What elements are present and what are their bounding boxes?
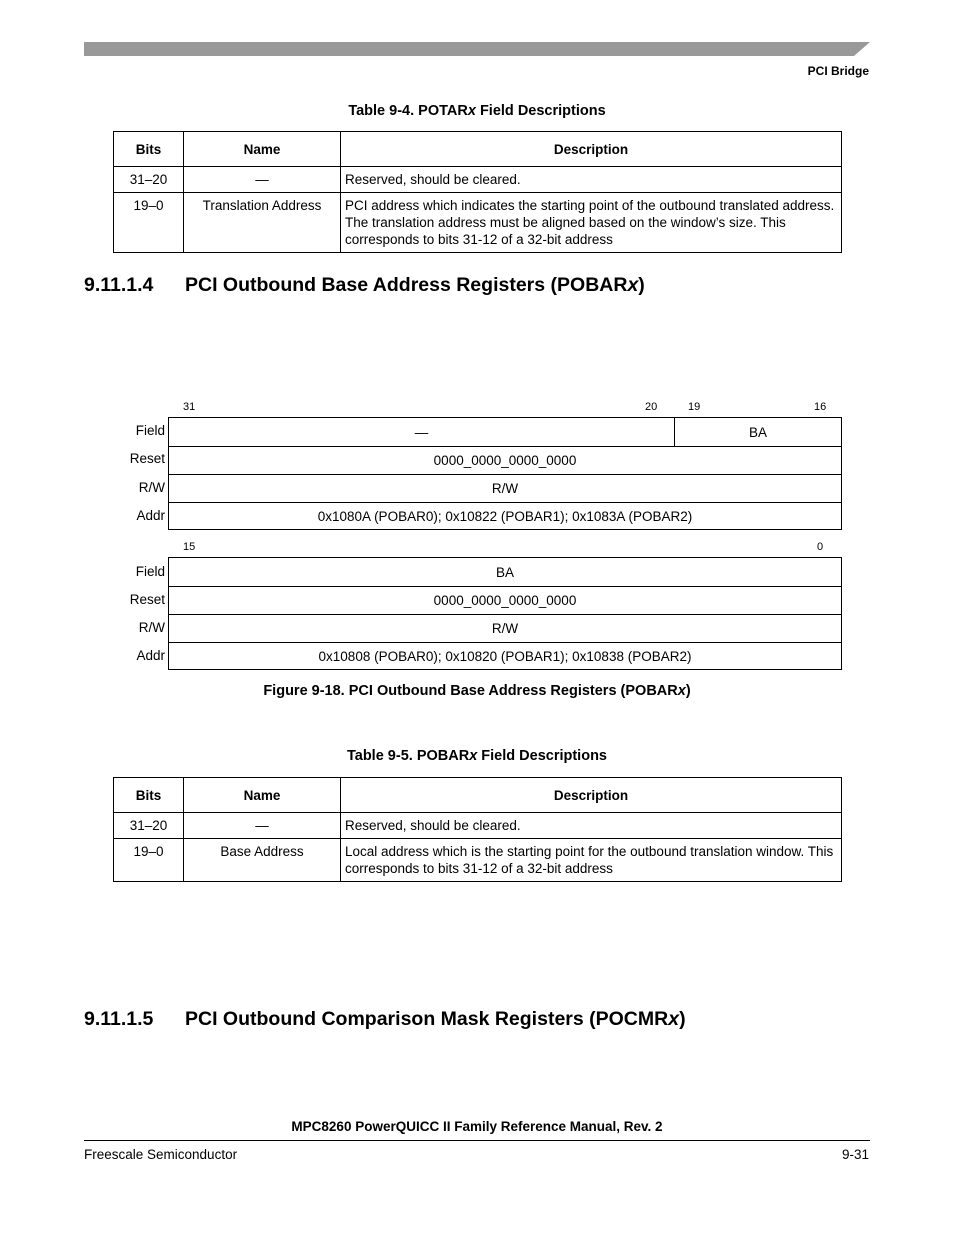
row-label-reset: Reset — [129, 451, 165, 466]
figure-caption: Figure 9-18. PCI Outbound Base Address Registers (POBARx) — [263, 683, 691, 699]
section-number: 9.11.1.5 — [84, 1008, 154, 1030]
row-label-field: Field — [135, 564, 165, 579]
row-label-rw: R/W — [138, 480, 165, 495]
cell-bits: 19–0 — [114, 839, 184, 882]
table-header-row — [114, 132, 842, 167]
company-name: Freescale Semiconductor — [84, 1147, 238, 1162]
header-description: Description — [341, 778, 842, 813]
table-header-row — [114, 778, 842, 813]
field-reserved: — — [169, 418, 675, 446]
cell-description: PCI address which indicates the starting point of the outbound translated address. The translation address must be aligned based on the window’s size. This corresponds to bits 31-12 of a 32-bit address — [341, 193, 842, 253]
reset-value: 0000_0000_0000_0000 — [169, 586, 841, 614]
reset-value: 0000_0000_0000_0000 — [169, 446, 841, 474]
bit-number: 19 — [688, 401, 701, 413]
cell-bits: 31–20 — [114, 813, 184, 839]
register-lower-box — [168, 557, 842, 670]
addr-value: 0x10808 (POBAR0); 0x10820 (POBAR1); 0x10838 (POBAR2) — [169, 642, 841, 670]
row-label-field: Field — [135, 423, 165, 438]
bit-number: 0 — [817, 541, 824, 553]
addr-value: 0x1080A (POBAR0); 0x10822 (POBAR1); 0x1083A (POBAR2) — [169, 502, 841, 530]
bit-number: 16 — [814, 401, 827, 413]
running-title: PCI Bridge — [807, 64, 869, 78]
row-label-addr: Addr — [136, 648, 165, 663]
row-label-reset: Reset — [129, 592, 165, 607]
potar-field-table — [113, 131, 842, 253]
header-name: Name — [184, 778, 341, 813]
page-number: 9-31 — [841, 1147, 869, 1162]
header-bar — [84, 42, 870, 56]
cell-name: Base Address — [184, 839, 341, 882]
section-number: 9.11.1.4 — [84, 274, 154, 296]
cell-name: — — [184, 167, 341, 193]
field-ba: BA — [748, 424, 767, 440]
cell-description: Reserved, should be cleared. — [341, 813, 842, 839]
cell-description: Reserved, should be cleared. — [341, 167, 842, 193]
table-row — [114, 167, 842, 193]
row-label-addr: Addr — [136, 508, 165, 523]
cell-name: Translation Address — [184, 193, 341, 253]
cell-bits: 19–0 — [114, 193, 184, 253]
rw-value: R/W — [169, 474, 841, 502]
table-row — [114, 193, 842, 253]
cell-bits: 31–20 — [114, 167, 184, 193]
register-upper-box — [168, 417, 842, 530]
field-ba: BA — [495, 564, 514, 580]
table-row — [114, 839, 842, 882]
header-bits: Bits — [114, 778, 184, 813]
section-heading-9-11-1-5: 9.11.1.5 PCI Outbound Comparison Mask Registers (POCMRx) — [84, 1008, 686, 1030]
table-caption-9-4: Table 9-4. POTARx Field Descriptions — [348, 103, 606, 119]
footer-rule — [84, 1140, 870, 1141]
manual-title: MPC8260 PowerQUICC II Family Reference Manual, Rev. 2 — [291, 1119, 663, 1134]
header-description: Description — [341, 132, 842, 167]
rw-value: R/W — [169, 614, 841, 642]
table-caption-9-5: Table 9-5. POBARx Field Descriptions — [346, 748, 607, 764]
bit-number: 15 — [183, 541, 196, 553]
header-name: Name — [184, 132, 341, 167]
field-row — [169, 418, 841, 446]
bit-number: 31 — [183, 401, 196, 413]
row-label-rw: R/W — [138, 620, 165, 635]
table-row — [114, 813, 842, 839]
cell-name: — — [184, 813, 341, 839]
bit-number: 20 — [645, 401, 658, 413]
pobar-field-table — [113, 777, 842, 882]
cell-description: Local address which is the starting point for the outbound translation window. This corresponds to bits 31-12 of a 32-bit address — [341, 839, 842, 882]
section-heading-9-11-1-4: 9.11.1.4 PCI Outbound Base Address Registers (POBARx) — [84, 274, 645, 296]
header-bits: Bits — [114, 132, 184, 167]
